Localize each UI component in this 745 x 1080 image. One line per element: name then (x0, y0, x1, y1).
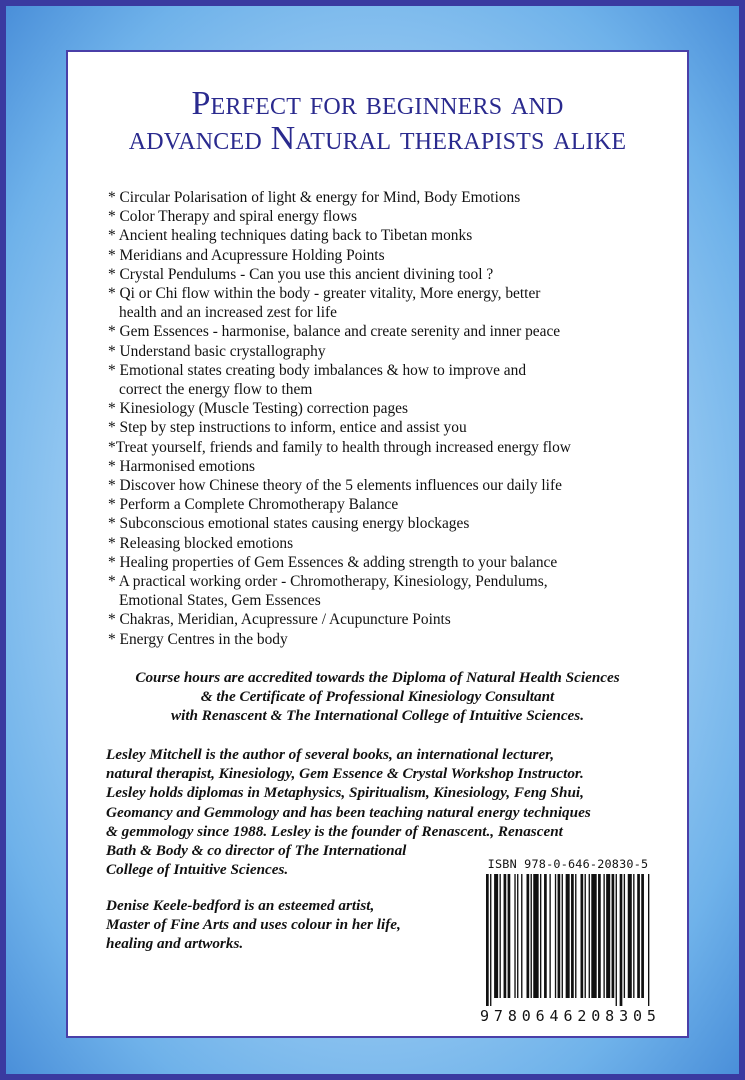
feature-item-text: * Harmonised emotions (108, 457, 256, 475)
bio-line: Bath & Body & co director of The International (106, 842, 407, 860)
feature-item-text: * Ancient healing techniques dating back to Tibetan monks (108, 227, 473, 245)
barcode-bar (616, 874, 617, 1006)
feature-item (108, 572, 668, 610)
feature-item-text: * Meridians and Acupressure Holding Points (108, 246, 385, 264)
accreditation-line: Course hours are accredited towards the Diploma of Natural Health Sciences (135, 669, 620, 686)
barcode-digit: 0 (521, 1007, 531, 1025)
feature-item (108, 514, 668, 533)
feature-item (108, 553, 668, 572)
barcode-bar (508, 874, 511, 998)
barcode-bar (500, 874, 501, 998)
feature-item (108, 610, 668, 629)
feature-item (108, 457, 668, 476)
barcode-digit: 7 (493, 1007, 503, 1025)
barcode-digit: 2 (577, 1007, 587, 1025)
feature-item (108, 342, 668, 361)
barcode-bar (620, 874, 623, 1006)
feature-item (108, 322, 668, 341)
barcode-bar (648, 874, 649, 1006)
barcode-bar (527, 874, 530, 998)
barcode-digits (478, 1007, 658, 1025)
barcode-digit: 4 (549, 1007, 559, 1025)
barcode-bar (641, 874, 644, 998)
barcode-digit: 8 (507, 1007, 517, 1025)
barcode-digit: 9 (480, 1007, 490, 1025)
bio-line: College of Intuitive Sciences. (106, 861, 289, 879)
barcode-bar (624, 874, 625, 998)
isbn-number: ISBN 978-0-646-20830-5 (487, 857, 649, 871)
content-panel (66, 50, 689, 1038)
feature-item-text: * Crystal Pendulums - Can you use this ancient divining tool ? (108, 265, 494, 283)
headline-line: advanced Natural therapists alike (128, 120, 627, 157)
barcode-bar (633, 874, 634, 998)
headline-line: Perfect for beginners and (191, 85, 564, 122)
barcode-bar (571, 874, 574, 998)
accreditation-line: with Renascent & The International College of Intuitive Sciences. (170, 707, 585, 725)
bio-line: Geomancy and Gemmology and has been teaching natural energy techniques (106, 803, 591, 821)
barcode-bar (494, 874, 498, 998)
barcode-bar (566, 874, 570, 998)
feature-item (108, 418, 668, 437)
feature-item-continuation: correct the energy flow to them (119, 381, 313, 399)
barcode-bar (637, 874, 640, 998)
artist-bio-line: Denise Keele-bedford is an esteemed artist, (106, 897, 375, 914)
feature-list (108, 188, 668, 649)
barcode-bar (549, 874, 550, 998)
barcode-bar (517, 874, 518, 998)
barcode-digit: 8 (605, 1007, 615, 1025)
feature-item-text: * Energy Centres in the body (108, 630, 288, 648)
feature-item (108, 534, 668, 553)
barcode-bar (612, 874, 615, 998)
barcode-bar (589, 874, 590, 998)
bio-line: Lesley holds diplomas in Metaphysics, Spiritualism, Kinesiology, Feng Shui, (106, 784, 584, 802)
bio-line: natural therapist, Kinesiology, Gem Essence & Crystal Workshop Instructor. (106, 765, 584, 783)
artist-bio-line: healing and artworks. (106, 935, 244, 953)
feature-item (108, 284, 668, 322)
barcode-bar (606, 874, 610, 998)
feature-item (108, 246, 668, 265)
feature-item-text: * Healing properties of Gem Essences & adding strength to your balance (108, 553, 558, 571)
feature-item (108, 361, 668, 399)
feature-item (108, 188, 668, 207)
barcode-bar (514, 874, 515, 998)
back-cover-background (6, 6, 739, 1074)
artist-bio-line: Master of Fine Arts and uses colour in her life, (106, 916, 401, 934)
accreditation-text (68, 668, 687, 726)
feature-item (108, 226, 668, 245)
feature-item (108, 476, 668, 495)
feature-item-text: * Chakras, Meridian, Acupressure / Acupuncture Points (108, 611, 451, 629)
feature-item (108, 399, 668, 418)
barcode-bar (591, 874, 596, 998)
artist-bio (106, 896, 401, 954)
feature-item-text: * A practical working order - Chromotherapy, Kinesiology, Pendulums, (108, 573, 548, 591)
barcode-bar (598, 874, 601, 998)
feature-item-continuation: health and an increased zest for life (119, 304, 337, 322)
barcode-bars (482, 874, 654, 1006)
barcode-bar (581, 874, 584, 998)
feature-item (108, 207, 668, 226)
feature-item-text: * Subconscious emotional states causing energy blockages (108, 515, 470, 533)
barcode-bar (558, 874, 561, 998)
barcode-digit: 6 (535, 1007, 545, 1025)
feature-item (108, 495, 668, 514)
barcode-bar (521, 874, 522, 998)
feature-item-text: * Kinesiology (Muscle Testing) correction pages (108, 400, 408, 418)
feature-item-text: * Color Therapy and spiral energy flows (108, 208, 358, 226)
barcode-bar (486, 874, 489, 1006)
feature-item (108, 265, 668, 284)
barcode-bar (555, 874, 556, 998)
barcode-bar (585, 874, 586, 998)
bio-line: & gemmology since 1988. Lesley is the founder of Renascent., Renascent (106, 822, 563, 840)
barcode-bar (533, 874, 538, 998)
barcode-bar (490, 874, 491, 1006)
feature-item-continuation: Emotional States, Gem Essences (119, 592, 321, 610)
barcode-bar (504, 874, 507, 998)
barcode-digit: 0 (632, 1007, 642, 1025)
feature-item-text: * Circular Polarisation of light & energy for Mind, Body Emotions (108, 189, 521, 206)
barcode-digit: 6 (563, 1007, 573, 1025)
barcode-bar (603, 874, 604, 998)
barcode-bar (575, 874, 576, 998)
barcode-bar (628, 874, 632, 998)
feature-item-text: * Understand basic crystallography (108, 342, 326, 360)
barcode-digit: 0 (591, 1007, 601, 1025)
feature-item (108, 630, 668, 649)
feature-item-text: *Treat yourself, friends and family to health through increased energy flow (108, 438, 571, 456)
feature-item-text: * Discover how Chinese theory of the 5 elements influences our daily life (108, 477, 562, 495)
feature-item-text: * Releasing blocked emotions (108, 534, 294, 552)
barcode-bar (531, 874, 532, 998)
bio-line: Lesley Mitchell is the author of several books, an international lecturer, (106, 746, 555, 763)
feature-item-text: * Qi or Chi flow within the body - greater vitality, More energy, better (108, 285, 541, 303)
barcode-digit: 5 (646, 1007, 656, 1025)
barcode-bar (540, 874, 541, 998)
barcode-bar (562, 874, 563, 998)
feature-item-text: * Gem Essences - harmonise, balance and create serenity and inner peace (108, 323, 561, 341)
accreditation-line: & the Certificate of Professional Kinesiology Consultant (200, 688, 555, 706)
feature-item-text: * Emotional states creating body imbalances & how to improve and (108, 361, 527, 379)
feature-item-text: * Step by step instructions to inform, entice and assist you (108, 419, 467, 437)
isbn-barcode (478, 857, 658, 1027)
headline (68, 86, 687, 156)
feature-item-text: * Perform a Complete Chromotherapy Balance (108, 496, 399, 514)
feature-item (108, 438, 668, 457)
barcode-bar (544, 874, 547, 998)
barcode-digit: 3 (619, 1007, 629, 1025)
